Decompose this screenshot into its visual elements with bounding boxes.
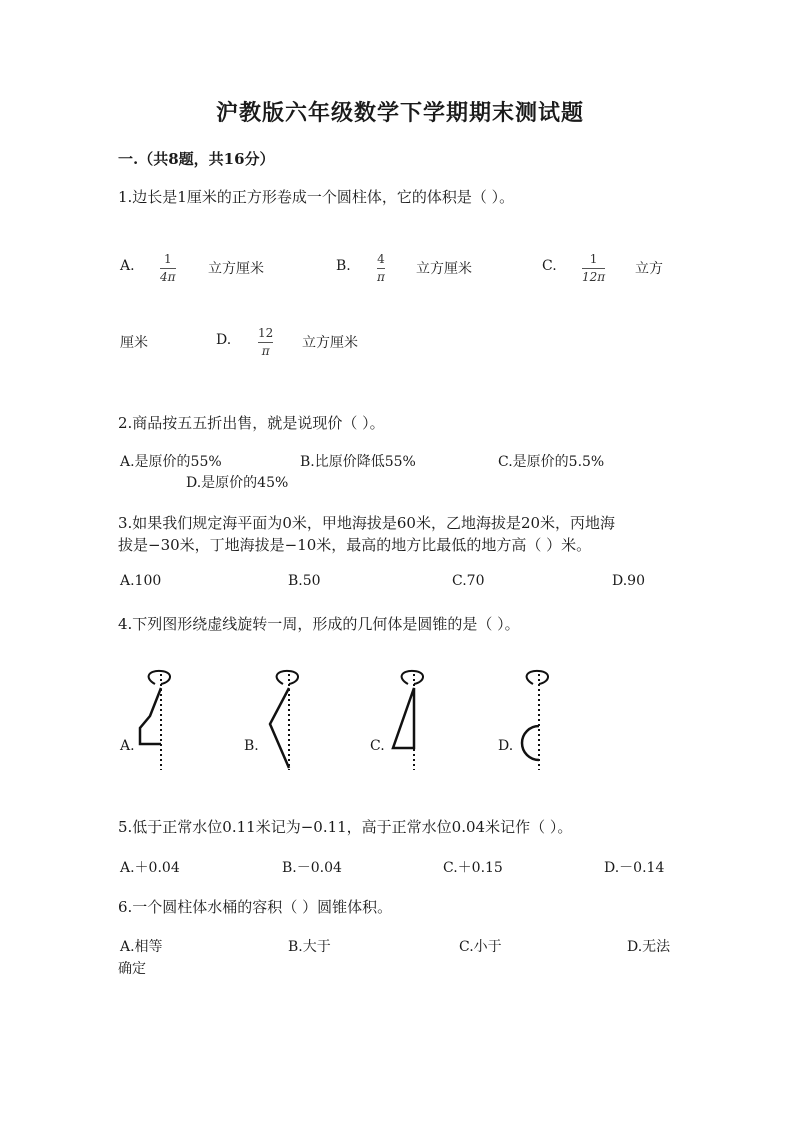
q1-option-a-unit: 立方厘米 (208, 261, 264, 277)
q6-option-b: B.大于 (288, 939, 331, 955)
q1-option-b-unit: 立方厘米 (416, 261, 472, 277)
q1-option-c-unit: 立方 (635, 261, 663, 277)
q1-option-b-fraction (377, 252, 385, 285)
question-3-stem-line2: 拔是−30米，丁地海拔是−10米，最高的地方比最低的地方高（ ）米。 (118, 536, 592, 554)
fraction-bar (160, 268, 176, 269)
question-2-stem: 2.商品按五五折出售，就是说现价（ ）。 (118, 414, 385, 432)
q4-option-b-figure (262, 666, 312, 772)
fraction-denominator: 4π (160, 270, 176, 284)
fraction-denominator: π (261, 344, 270, 358)
q6-option-d: D.无法 (627, 939, 671, 955)
q2-option-a: A.是原价的55% (120, 454, 222, 470)
q5-option-a: A.＋0.04 (120, 860, 180, 876)
page-title: 沪教版六年级数学下学期期末测试题 (215, 100, 584, 126)
fraction-numerator: 1 (589, 252, 598, 266)
q6-option-d-continued: 确定 (118, 961, 146, 977)
q4-option-d-figure (512, 666, 562, 772)
q4-option-a-figure (134, 666, 184, 772)
fraction-denominator: π (377, 270, 385, 284)
q3-option-c: C.70 (452, 573, 485, 589)
q5-option-b: B.－0.04 (282, 860, 342, 876)
q2-option-d: D.是原价的45% (186, 475, 289, 491)
fraction-bar (258, 342, 273, 343)
q1-option-d-label: D. (216, 332, 232, 348)
q1-option-d-fraction (258, 326, 273, 359)
q1-option-a-label: A. (120, 258, 135, 274)
fraction-numerator: 1 (163, 252, 172, 266)
q3-option-b: B.50 (288, 573, 321, 589)
q4-option-c-label: C. (370, 738, 385, 754)
q1-option-b-label: B. (336, 258, 351, 274)
question-5-stem: 5.低于正常水位0.11米记为−0.11，高于正常水位0.04米记作（ ）。 (118, 818, 573, 836)
q4-option-a-label: A. (120, 738, 135, 754)
fraction-denominator: 12π (582, 270, 606, 284)
q3-option-a: A.100 (120, 573, 162, 589)
q5-option-c: C.＋0.15 (443, 860, 503, 876)
fraction-bar (377, 268, 385, 269)
q5-option-d: D.－0.14 (604, 860, 665, 876)
q1-option-a-fraction (160, 252, 176, 285)
q4-option-d-label: D. (498, 738, 514, 754)
q2-option-c: C.是原价的5.5% (498, 454, 605, 470)
question-3-stem-line1: 3.如果我们规定海平面为0米，甲地海拔是60米，乙地海拔是20米，丙地海 (118, 514, 616, 532)
q3-option-d: D.90 (612, 573, 645, 589)
q2-option-b: B.比原价降低55% (300, 454, 416, 470)
question-6-stem: 6.一个圆柱体水桶的容积（ ）圆锥体积。 (118, 898, 393, 916)
q1-option-c-label: C. (542, 258, 557, 274)
question-1-stem: 1.边长是1厘米的正方形卷成一个圆柱体，它的体积是（ ）。 (118, 188, 515, 206)
fraction-numerator: 4 (377, 252, 385, 266)
question-4-stem: 4.下列图形绕虚线旋转一周，形成的几何体是圆锥的是（ ）。 (118, 615, 520, 633)
q1-option-c-fraction (582, 252, 605, 285)
fraction-numerator: 12 (258, 326, 274, 340)
q1-option-c-unit-continued: 厘米 (120, 335, 148, 351)
q1-option-d-unit: 立方厘米 (302, 335, 358, 351)
q6-option-c: C.小于 (459, 939, 502, 955)
q4-option-b-label: B. (244, 738, 259, 754)
q4-option-c-figure (387, 666, 437, 772)
q6-option-a: A.相等 (120, 939, 163, 955)
section-heading: 一.（共8题，共16分） (118, 150, 275, 168)
fraction-bar (582, 268, 605, 269)
